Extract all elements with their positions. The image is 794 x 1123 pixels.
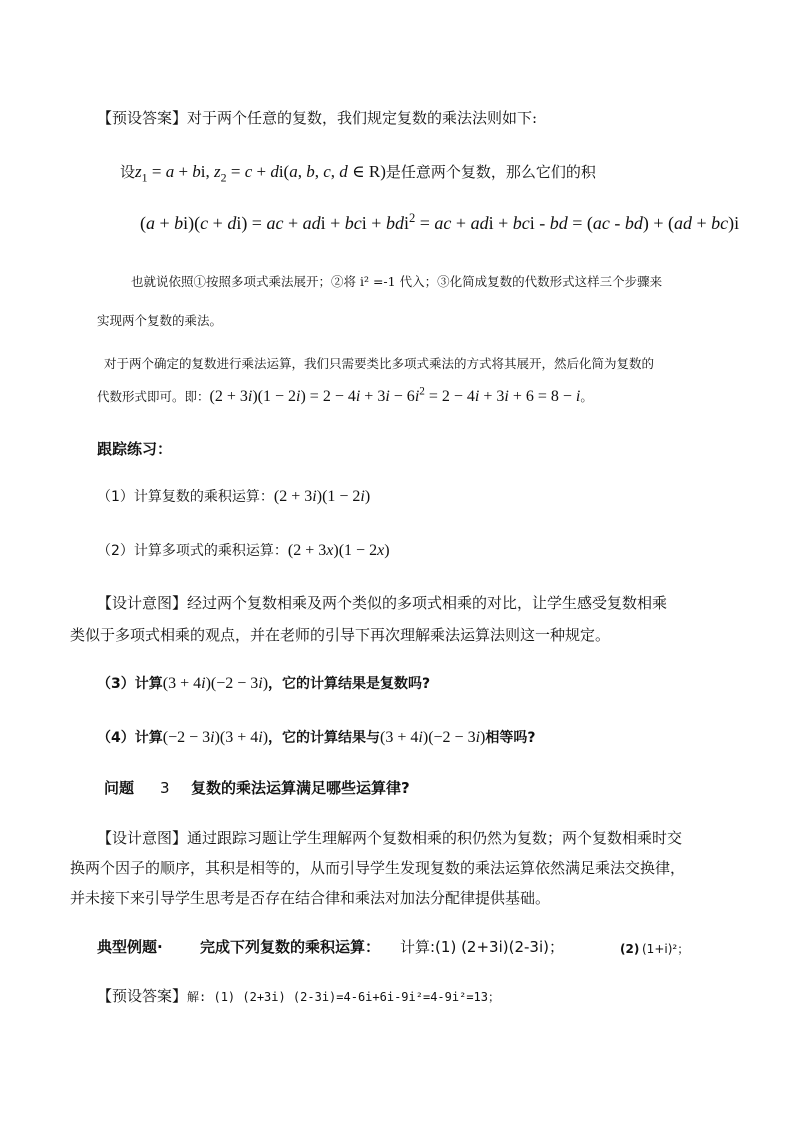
definition-formula: $z_1 = a$ + bi, $z_2 = c + di(a$, b, c, d ∈ R) bbox=[135, 162, 386, 185]
example-task-1: 计算:(1) (2+3i)(2-3i)； bbox=[400, 938, 564, 956]
steps-text-cont: 实现两个复数的乘法。 bbox=[97, 313, 223, 328]
practice-heading: 跟踪练习： bbox=[97, 440, 173, 458]
exercise-2-text: （2）计算多项式的乘积运算： bbox=[97, 543, 288, 559]
definition-prefix: 设 bbox=[120, 163, 136, 181]
steps-text: 也就说依照①按照多项式乘法展开；②将 i² =-1 代入；③化简成复数的代数形式这样三个步骤来 bbox=[131, 274, 663, 289]
exercise-2-formula: (2 + 3x)(1 − 2x) bbox=[287, 542, 390, 559]
exercise-3-formula: (3 + 4i)(−2 − 3i) bbox=[162, 675, 269, 692]
design-intent-2-cont-2: 并未接下来引导学生思考是否存在结合律和乘法对加法分配律提供基础。 bbox=[70, 889, 551, 907]
answer-solution: 解: (1) (2+3i) (2-3i)=4-6i+6i-9i²=4-9i²=13； bbox=[187, 990, 501, 1004]
design-intent-1: 【设计意图】经过两个复数相乘及两个类似的多项式相乘的对比，让学生感受复数相乘 bbox=[97, 594, 668, 612]
exercise-1-formula: (2 + 3i)(1 − 2i) bbox=[273, 488, 371, 505]
example-task-2: (1+i)²； bbox=[642, 942, 690, 956]
answer-line bbox=[97, 986, 500, 1007]
explanation-example bbox=[97, 387, 593, 407]
example-prefix: 代数形式即可。即： bbox=[97, 389, 210, 404]
exercise-3 bbox=[97, 674, 430, 694]
exercise-3-prefix: （3）计算 bbox=[97, 676, 163, 692]
exercise-4-suffix: 相等吗? bbox=[485, 730, 536, 746]
definition-suffix: 是任意两个复数，那么它们的积 bbox=[385, 163, 596, 181]
product-formula: (a + bi)(c + di) = ac + adi + bci + bdi$^2$ = ac + adi + bci - bd = (ac - bd) + (ad + bc)i bbox=[140, 211, 740, 233]
exercise-1-text: （1）计算复数的乘积运算： bbox=[97, 489, 274, 505]
exercise-4-mid: ，它的计算结果与 bbox=[268, 730, 381, 746]
example-suffix: 。 bbox=[580, 389, 593, 404]
design-intent-2: 【设计意图】通过跟踪习题让学生理解两个复数相乘的积仍然为复数；两个复数相乘时交 bbox=[97, 829, 683, 847]
exercise-4-prefix: （4）计算 bbox=[97, 730, 163, 746]
exercise-4-formula-b: (3 + 4i)(−2 − 3i) bbox=[380, 729, 486, 746]
design-intent-1-cont: 类似于多项式相乘的观点，并在老师的引导下再次理解乘法运算法则这一种规定。 bbox=[70, 626, 611, 644]
explanation-text: 对于两个确定的复数进行乘法运算，我们只需要类比多项式乘法的方式将其展开，然后化简为复数的 bbox=[104, 356, 655, 371]
problem-3-number: 3 bbox=[160, 779, 170, 797]
example-instruction: 完成下列复数的乘积运算： bbox=[200, 938, 381, 956]
design-intent-2-cont-1: 换两个因子的顺序，其积是相等的，从而引导学生发现复数的乘法运算依然满足乘法交换律， bbox=[70, 859, 686, 877]
exercise-1 bbox=[97, 487, 370, 507]
example-heading: 典型例题· bbox=[97, 938, 163, 956]
answer-label: 【预设答案】 bbox=[97, 987, 188, 1005]
exercise-2 bbox=[97, 541, 390, 561]
exercise-4-formula-a: (−2 − 3i)(3 + 4i) bbox=[162, 729, 269, 746]
example-task-2-label: (2) bbox=[620, 942, 640, 956]
exercise-4 bbox=[97, 728, 535, 748]
problem-3-question: 复数的乘法运算满足哪些运算律? bbox=[191, 779, 410, 797]
answer-intro: 【预设答案】对于两个任意的复数，我们规定复数的乘法法则如下: bbox=[97, 109, 538, 127]
example-formula: $(2 + 3i)(1 - 2i) = 2 - 4i + 3i - 6i^2 = 2 - 4i + 3i + 6 = 8 - i$ bbox=[209, 385, 581, 405]
exercise-3-suffix: ，它的计算结果是复数吗? bbox=[268, 676, 431, 692]
problem-3-label: 问题 bbox=[104, 779, 135, 797]
definition-line bbox=[120, 162, 596, 185]
